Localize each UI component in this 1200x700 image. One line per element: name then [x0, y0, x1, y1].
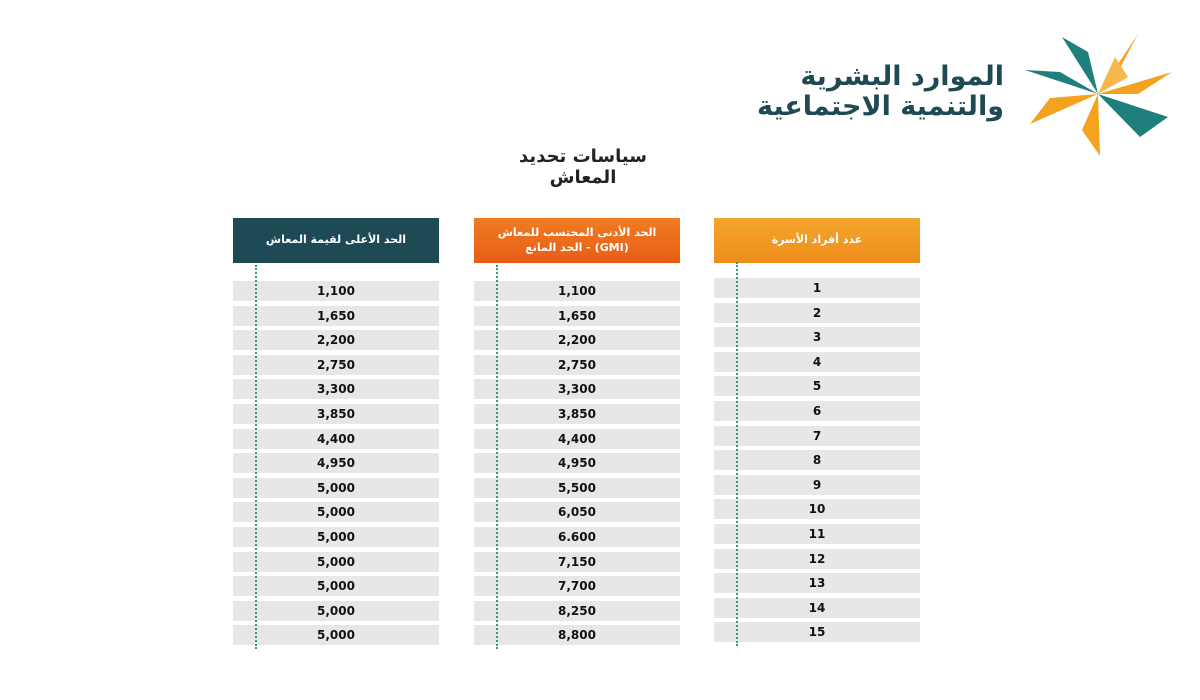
table-cell: 4 — [714, 352, 920, 372]
page-title: سياسات تحديد المعاش — [519, 146, 647, 188]
table-cell: 7 — [714, 426, 920, 446]
table-cell: 6 — [714, 401, 920, 421]
table-cell: 2 — [714, 303, 920, 323]
header-max-pension: الحد الأعلى لقيمة المعاش — [233, 218, 439, 263]
table-cell: 10 — [714, 499, 920, 519]
table-cell: 1,650 — [474, 306, 680, 326]
table-cell: 12 — [714, 549, 920, 569]
table-cell: 1,100 — [474, 281, 680, 301]
table-cell: 8,250 — [474, 601, 680, 621]
table-cell: 11 — [714, 524, 920, 544]
header-family-members: عدد أفراد الأسرة — [714, 218, 920, 263]
table-cell: 2,200 — [474, 330, 680, 350]
table-cell: 4,950 — [474, 453, 680, 473]
table-cell: 5,500 — [474, 478, 680, 498]
table-cell: 3,850 — [474, 404, 680, 424]
table-cell: 3,300 — [474, 379, 680, 399]
column-max-pension — [233, 218, 439, 650]
table-cell: 4,400 — [233, 429, 439, 449]
column-min-gmi — [474, 218, 680, 650]
table-cell: 3,300 — [233, 379, 439, 399]
hrsd-logo-icon — [1020, 32, 1175, 157]
table-cell: 5,000 — [233, 502, 439, 522]
brand-line-1: الموارد البشرية — [800, 61, 1004, 92]
table-cell: 2,200 — [233, 330, 439, 350]
table-cell: 6.600 — [474, 527, 680, 547]
rows-family-members — [714, 278, 920, 642]
table-cell: 3,850 — [233, 404, 439, 424]
table-cell: 7,150 — [474, 552, 680, 572]
table-cell: 5,000 — [233, 601, 439, 621]
header-min-gmi: الحد الأدنى المحتسب للمعاش (GMI) - الحد المانع — [474, 218, 680, 263]
table-cell: 1 — [714, 278, 920, 298]
table-cell: 9 — [714, 475, 920, 495]
table-cell: 8,800 — [474, 625, 680, 645]
table-cell: 1,100 — [233, 281, 439, 301]
table-cell: 6,050 — [474, 502, 680, 522]
table-cell: 2,750 — [233, 355, 439, 375]
table-cell: 5,000 — [233, 576, 439, 596]
table-cell: 14 — [714, 598, 920, 618]
table-cell: 5,000 — [233, 527, 439, 547]
table-cell: 5 — [714, 376, 920, 396]
table-cell: 2,750 — [474, 355, 680, 375]
table-cell: 4,950 — [233, 453, 439, 473]
rows-min-gmi — [474, 281, 680, 645]
table-cell: 5,000 — [233, 625, 439, 645]
table-cell: 5,000 — [233, 478, 439, 498]
brand-line-2: والتنمية الاجتماعية — [756, 91, 1004, 123]
table-cell: 7,700 — [474, 576, 680, 596]
column-family-members — [714, 218, 920, 647]
table-cell: 5,000 — [233, 552, 439, 572]
table-cell: 4,400 — [474, 429, 680, 449]
table-cell: 3 — [714, 327, 920, 347]
table-cell: 1,650 — [233, 306, 439, 326]
table-cell: 15 — [714, 622, 920, 642]
brand-name — [757, 62, 1004, 122]
rows-max-pension — [233, 281, 439, 645]
table-cell: 13 — [714, 573, 920, 593]
table-cell: 8 — [714, 450, 920, 470]
